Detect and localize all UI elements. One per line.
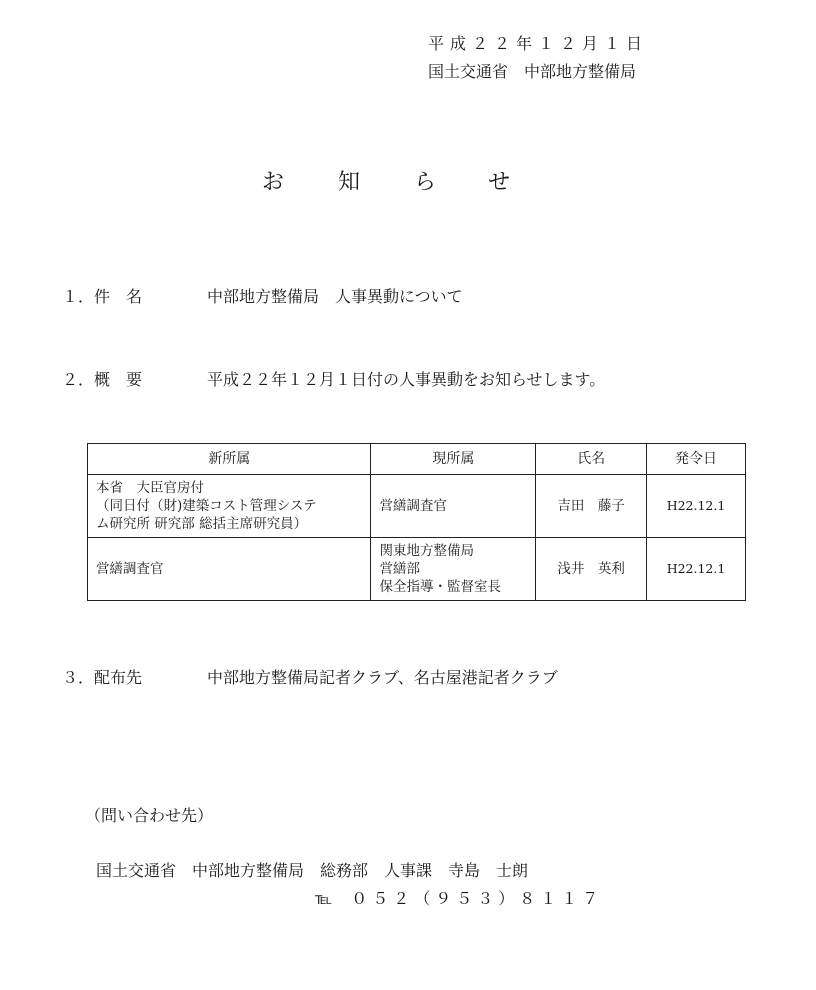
subject-label: １．件 名 xyxy=(62,287,143,306)
header-current-position: 現所属 xyxy=(371,444,536,475)
current-position-cell xyxy=(371,538,536,601)
tel-number: ０５２（９５３）８１１７ xyxy=(351,889,604,908)
summary-label: ２．概 要 xyxy=(62,370,143,389)
table-header-row xyxy=(88,444,746,475)
date-cell: H22.12.1 xyxy=(647,538,746,601)
tel-label: ℡ xyxy=(315,889,333,908)
distribution-value: 中部地方整備局記者クラブ、名古屋港記者クラブ xyxy=(207,668,558,687)
table-row xyxy=(88,538,746,601)
cell-line: 営繕調査官 xyxy=(379,498,447,514)
title-char-1: お xyxy=(262,170,285,195)
name-cell: 吉田 藤子 xyxy=(536,475,647,538)
cell-line: 営繕部 xyxy=(379,561,420,577)
table-row xyxy=(88,475,746,538)
title-char-4: せ xyxy=(488,170,511,195)
distribution-label: ３．配布先 xyxy=(62,668,143,687)
new-position-cell xyxy=(88,538,371,601)
cell-line: 関東地方整備局 xyxy=(379,543,474,559)
header-name: 氏名 xyxy=(536,444,647,475)
cell-line: 保全指導・監督室長 xyxy=(379,579,501,595)
header-new-position: 新所属 xyxy=(88,444,371,475)
current-position-cell xyxy=(371,475,536,538)
subject-value: 中部地方整備局 人事異動について xyxy=(207,287,463,306)
cell-line: 本省 大臣官房付 xyxy=(96,480,204,496)
contact-line: 国土交通省 中部地方整備局 総務部 人事課 寺島 士朗 xyxy=(96,861,529,880)
issuer: 国土交通省 中部地方整備局 xyxy=(428,62,637,81)
document-title xyxy=(0,165,816,195)
contact-heading: （問い合わせ先） xyxy=(85,806,214,825)
document-date: 平成２２年１２月１日 xyxy=(428,34,649,53)
name-cell: 浅井 英利 xyxy=(536,538,647,601)
new-position-cell xyxy=(88,475,371,538)
title-char-3: ら xyxy=(414,170,437,195)
summary-value: 平成２２年１２月１日付の人事異動をお知らせします。 xyxy=(207,370,606,389)
cell-line: 営繕調査官 xyxy=(96,561,164,577)
contact-tel xyxy=(315,886,603,909)
date-cell: H22.12.1 xyxy=(647,475,746,538)
cell-line: ム研究所 研究部 総括主席研究員） xyxy=(96,516,308,532)
cell-line: （同日付（財)建築コスト管理システ xyxy=(96,498,317,514)
personnel-table xyxy=(87,443,746,601)
header-date: 発令日 xyxy=(647,444,746,475)
title-char-2: 知 xyxy=(338,170,361,195)
